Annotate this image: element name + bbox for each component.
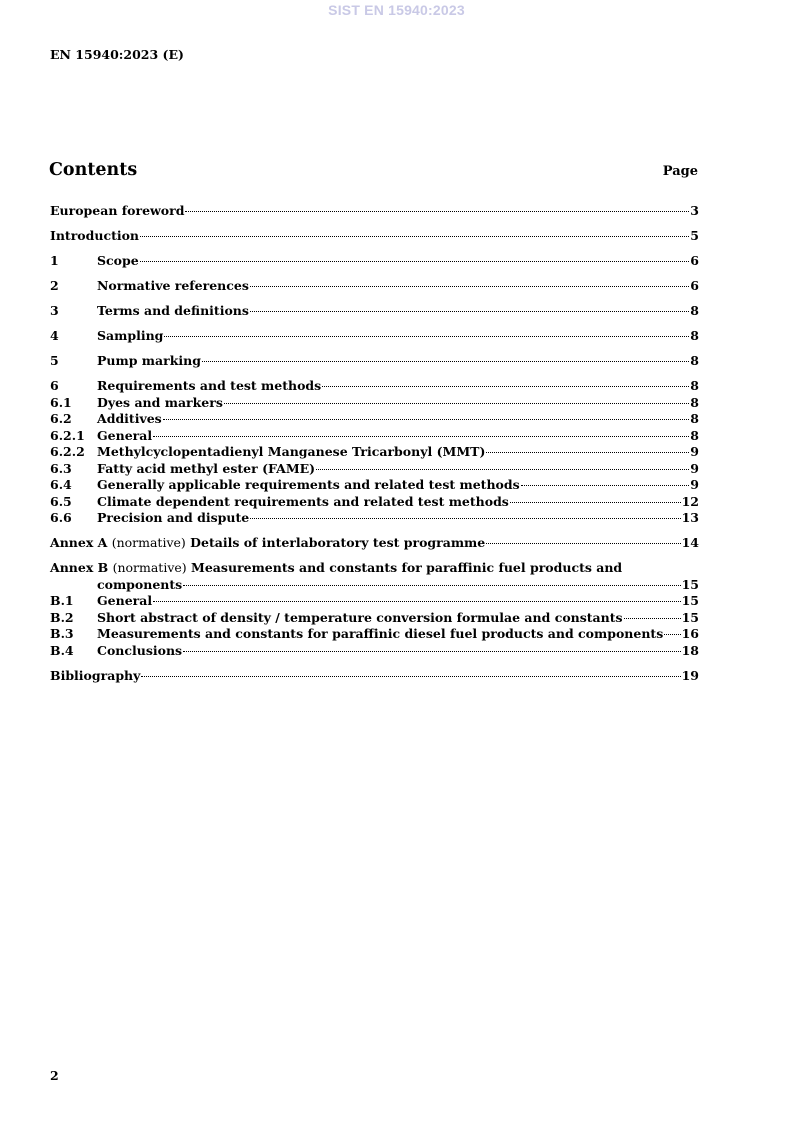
annex-qualifier: (normative) xyxy=(111,535,186,550)
toc-entry-normative-references[interactable] xyxy=(50,278,699,295)
contents-title: Contents xyxy=(49,160,138,180)
toc-entry-number: 6.4 xyxy=(50,477,72,492)
dot-leader xyxy=(521,485,690,486)
page-number: 2 xyxy=(50,1068,59,1083)
toc-entry-page: 14 xyxy=(681,535,699,550)
dot-leader xyxy=(322,386,689,387)
toc-entry-page: 8 xyxy=(690,353,699,368)
toc-entry-number: 6.1 xyxy=(50,394,72,410)
toc-entry-page: 9 xyxy=(690,477,699,492)
toc-entry-page: 5 xyxy=(690,228,699,243)
dot-leader xyxy=(202,361,689,362)
toc-entry-page: 8 xyxy=(690,328,699,343)
toc-entry-title: Requirements and test methods xyxy=(97,378,322,393)
toc-entry-title: Sampling xyxy=(97,328,164,343)
dot-leader xyxy=(316,469,689,470)
toc-entry-annex-b[interactable] xyxy=(50,560,699,577)
dot-leader xyxy=(250,311,689,312)
toc-entry-additives[interactable] xyxy=(50,411,699,428)
toc-entry-page: 16 xyxy=(681,626,699,641)
dot-leader xyxy=(141,676,680,677)
dot-leader xyxy=(624,618,681,619)
toc-entry-title: Scope xyxy=(97,253,139,268)
dot-leader xyxy=(153,601,680,602)
dot-leader xyxy=(510,502,681,503)
toc-entry-mmt[interactable] xyxy=(50,444,699,461)
toc-entry-page: 8 xyxy=(690,427,699,443)
toc-entry-title: Precision and dispute xyxy=(97,510,250,525)
toc-entry-page: 6 xyxy=(690,253,699,268)
toc-entry-bibliography[interactable] xyxy=(50,668,699,685)
toc-entry-page: 12 xyxy=(681,493,699,509)
annex-subtitle-continuation: components xyxy=(97,576,183,592)
toc-entry-number: B.2 xyxy=(50,609,74,625)
toc-entry-title: Climate dependent requirements and related test methods xyxy=(97,493,509,509)
toc-entry-title: Pump marking xyxy=(97,353,201,368)
dot-leader xyxy=(163,419,690,420)
toc-entry-b1-general[interactable] xyxy=(50,593,699,610)
toc-entry-number: 6.2.2 xyxy=(50,444,85,459)
toc-entry-b2-density-abstract[interactable] xyxy=(50,610,699,627)
toc-entry-additives-general[interactable] xyxy=(50,428,699,445)
dot-leader xyxy=(153,436,689,437)
toc-entry-dyes-and-markers[interactable] xyxy=(50,395,699,412)
toc-entry-requirements-and-test-methods[interactable] xyxy=(50,378,699,395)
toc-entry-page: 8 xyxy=(690,378,699,393)
dot-leader xyxy=(164,336,689,337)
toc-entry-title: Terms and definitions xyxy=(97,303,249,318)
toc-entry-annex-a[interactable] xyxy=(50,535,699,552)
toc-entry-number: 2 xyxy=(50,278,59,293)
annex-label: Annex B xyxy=(50,560,109,575)
toc-entry-scope[interactable] xyxy=(50,253,699,270)
toc-entry-title: General xyxy=(97,427,153,443)
toc-entry-title: Fatty acid methyl ester (FAME) xyxy=(97,460,316,476)
toc-entry-number: B.4 xyxy=(50,642,74,658)
toc-entry-number: 6.2 xyxy=(50,411,72,426)
toc-entry-page: 8 xyxy=(690,303,699,318)
toc-entry-page: 15 xyxy=(681,576,699,592)
toc-entry-number: 6.2.1 xyxy=(50,427,85,443)
document-id: EN 15940:2023 (E) xyxy=(50,47,184,62)
toc-entry-page: 13 xyxy=(681,510,699,525)
toc-entry-page: 8 xyxy=(690,411,699,426)
toc-entry-page: 9 xyxy=(690,444,699,459)
toc-entry-number: 5 xyxy=(50,353,59,368)
toc-entry-european-foreword[interactable] xyxy=(50,203,699,220)
annex-subtitle: Details of interlaboratory test programme xyxy=(190,535,486,550)
toc-entry-page: 3 xyxy=(690,203,699,218)
toc-entry-title: Dyes and markers xyxy=(97,394,223,410)
dot-leader xyxy=(185,211,689,212)
toc-entry-title: Measurements and constants for paraffinic diesel fuel products and components xyxy=(97,626,664,641)
toc-entry-title: Additives xyxy=(97,411,162,426)
watermark: SIST EN 15940:2023 xyxy=(328,2,465,18)
toc-entry-fame[interactable] xyxy=(50,461,699,478)
toc-entry-number: 6.6 xyxy=(50,510,72,525)
toc-entry-b3-measurements[interactable] xyxy=(50,626,699,643)
toc-entry-title: Bibliography xyxy=(50,667,141,683)
toc-entry-pump-marking[interactable] xyxy=(50,353,699,370)
toc-entry-title: Short abstract of density / temperature conversion formulae and constants xyxy=(97,609,623,625)
dot-leader xyxy=(250,518,680,519)
toc-entry-page: 19 xyxy=(681,667,699,683)
toc-entry-page: 6 xyxy=(690,278,699,293)
toc-entry-number: 4 xyxy=(50,328,59,343)
annex-label: Annex A xyxy=(50,535,108,550)
toc-entry-precision-and-dispute[interactable] xyxy=(50,510,699,527)
dot-leader xyxy=(486,543,680,544)
dot-leader xyxy=(486,452,689,453)
toc-entry-number: 1 xyxy=(50,253,59,268)
table-of-contents xyxy=(50,203,699,684)
toc-entry-terms-and-definitions[interactable] xyxy=(50,303,699,320)
annex-subtitle: Measurements and constants for paraffinic fuel products and xyxy=(191,560,623,575)
toc-entry-title: Methylcyclopentadienyl Manganese Tricarbonyl (MMT) xyxy=(97,444,486,459)
toc-entry-page: 9 xyxy=(690,460,699,476)
toc-entry-title: European foreword xyxy=(50,203,185,218)
dot-leader xyxy=(183,585,680,586)
toc-entry-number: 6.5 xyxy=(50,493,72,509)
page-column-label: Page xyxy=(662,164,698,179)
toc-entry-page: 15 xyxy=(681,609,699,625)
annex-qualifier: (normative) xyxy=(112,560,187,575)
toc-entry-annex-b-continuation[interactable] xyxy=(50,577,699,594)
toc-entry-climate-dependent-requirements[interactable] xyxy=(50,494,699,511)
dot-leader xyxy=(224,403,689,404)
toc-entry-number: B.1 xyxy=(50,593,74,608)
toc-entry-page: 8 xyxy=(690,394,699,410)
toc-entry-number: 6.3 xyxy=(50,460,72,476)
toc-entry-number: B.3 xyxy=(50,626,74,641)
toc-entry-title: Normative references xyxy=(97,278,249,293)
toc-entry-generally-applicable-requirements[interactable] xyxy=(50,477,699,494)
toc-entry-introduction[interactable] xyxy=(50,228,699,245)
toc-entry-title: Introduction xyxy=(50,228,140,243)
toc-entry-title: General xyxy=(97,593,153,608)
toc-entry-b4-conclusions[interactable] xyxy=(50,643,699,660)
dot-leader xyxy=(250,286,689,287)
dot-leader xyxy=(183,651,681,652)
dot-leader xyxy=(140,236,689,237)
toc-entry-title xyxy=(50,535,485,552)
toc-entry-number: 6 xyxy=(50,378,59,393)
toc-entry-title: Conclusions xyxy=(97,642,183,658)
toc-entry-title: Generally applicable requirements and related test methods xyxy=(97,477,520,492)
toc-entry-page: 15 xyxy=(681,593,699,608)
dot-leader xyxy=(664,634,680,635)
toc-entry-page: 18 xyxy=(681,642,699,658)
toc-entry-sampling[interactable] xyxy=(50,328,699,345)
toc-entry-number: 3 xyxy=(50,303,59,318)
dot-leader xyxy=(140,261,690,262)
